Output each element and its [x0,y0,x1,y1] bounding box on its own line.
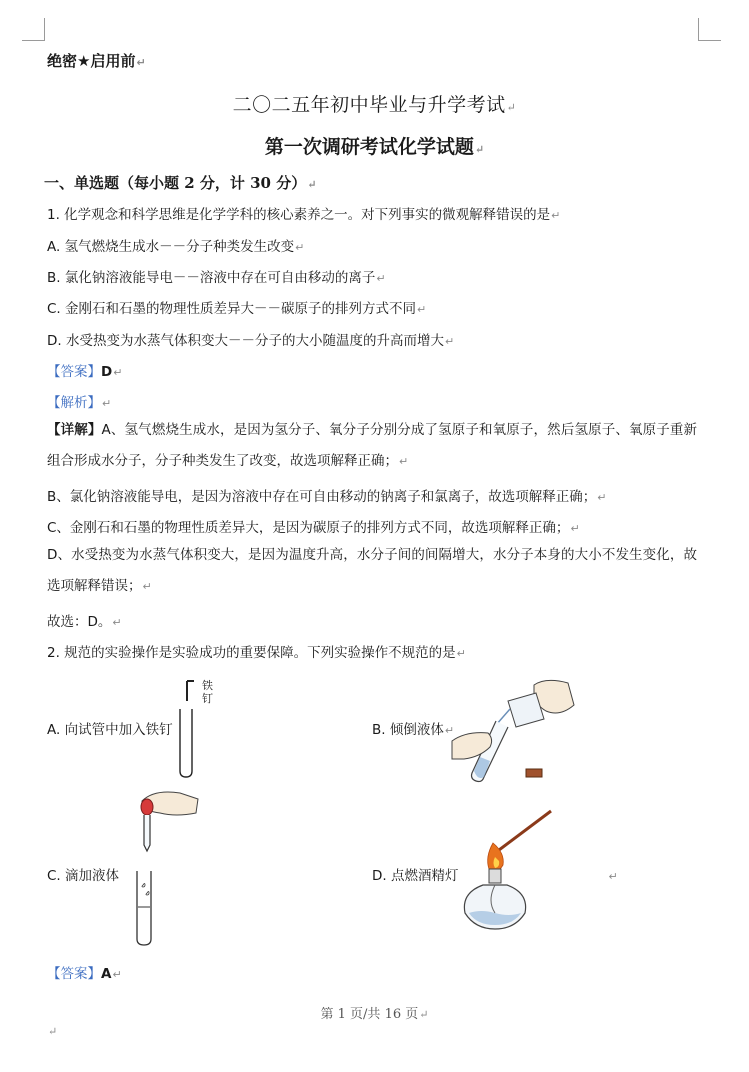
dropper-bulb [141,799,153,815]
figure-c-dropper [120,787,210,952]
question-2-option-c: C. 滴加液体 [47,868,120,884]
test-tube-outline [180,709,192,777]
question-1-detail-b: B、氯化钠溶液能导电，是因为溶液中存在可自由移动的钠离子和氯离子，故选项解释正确；↵ [47,489,607,505]
exam-title: 二〇二五年初中毕业与升学考试↵ [232,94,517,116]
question-1-option-c: C. 金刚石和石墨的物理性质差异大－－碳原子的排列方式不同↵ [47,301,427,317]
question-2-stem: 2. 规范的实验操作是实验成功的重要保障。下列实验操作不规范的是↵ [47,645,466,661]
section-heading: 一、单选题（每小题 2 分，计 30 分）↵ [44,174,317,192]
question-1-stem: 1. 化学观念和科学思维是化学学科的核心素养之一。对下列事实的微观解释错误的是↵ [47,207,561,223]
question-2-option-d: D. 点燃酒精灯 ↵ [372,868,618,884]
nail-label-top: 铁 [202,679,213,692]
question-1-choice: 故选：D。↵ [47,614,122,630]
question-1-option-a: A. 氢气燃烧生成水－－分子种类发生改变↵ [47,239,305,255]
question-1-detail-c: C、金刚石和石墨的物理性质差异大，是因为碳原子的排列方式不同，故选项解释正确；↵ [47,520,580,536]
liquid-drops [142,884,149,896]
nail-label-bottom: 钉 [202,692,213,705]
paragraph-mark: ↵ [48,1025,58,1038]
nail-shape [187,681,194,701]
question-1-analysis-label: 【解析】↵ [47,395,112,411]
question-2-answer: 【答案】A↵ [47,966,122,982]
dropper-tube [144,815,150,851]
question-2-option-b: B. 倾倒液体↵ [372,722,455,738]
bottle-stopper [526,769,542,777]
exam-subtitle: 第一次调研考试化学试题↵ [264,136,485,158]
burning-match [495,811,551,853]
figure-b-pouring-liquid [450,675,580,785]
confidential-label: 绝密★启用前↵ [47,52,146,70]
question-1-detail-d: D、水受热变为水蒸气体积变大，是因为温度升高，水分子间的间隔增大，水分子本身的大小不发生变化，故选项解释错误；↵ [47,547,697,594]
page-footer: 第 1 页/共 16 页↵ [320,1007,429,1022]
crop-mark-top-right [698,18,721,41]
question-1-detail-a: 【详解】A、氢气燃烧生成水，是因为氢分子、氧分子分别分成了氢原子和氧原子，然后氢原子、氧原子重新组合形成水分子，分子种类发生了改变，故选项解释正确；↵ [47,422,698,469]
question-1-option-d: D. 水受热变为水蒸气体积变大－－分子的大小随温度的升高而增大↵ [47,333,455,349]
question-1-answer: 【答案】D↵ [47,364,123,380]
question-2-option-a: A. 向试管中加入铁钉 [47,722,173,738]
question-1-option-b: B. 氯化钠溶液能导电－－溶液中存在可自由移动的离子↵ [47,270,386,286]
figure-a-test-tube-nail [170,675,240,785]
receiving-test-tube [137,871,151,945]
crop-mark-top-left [22,18,45,41]
